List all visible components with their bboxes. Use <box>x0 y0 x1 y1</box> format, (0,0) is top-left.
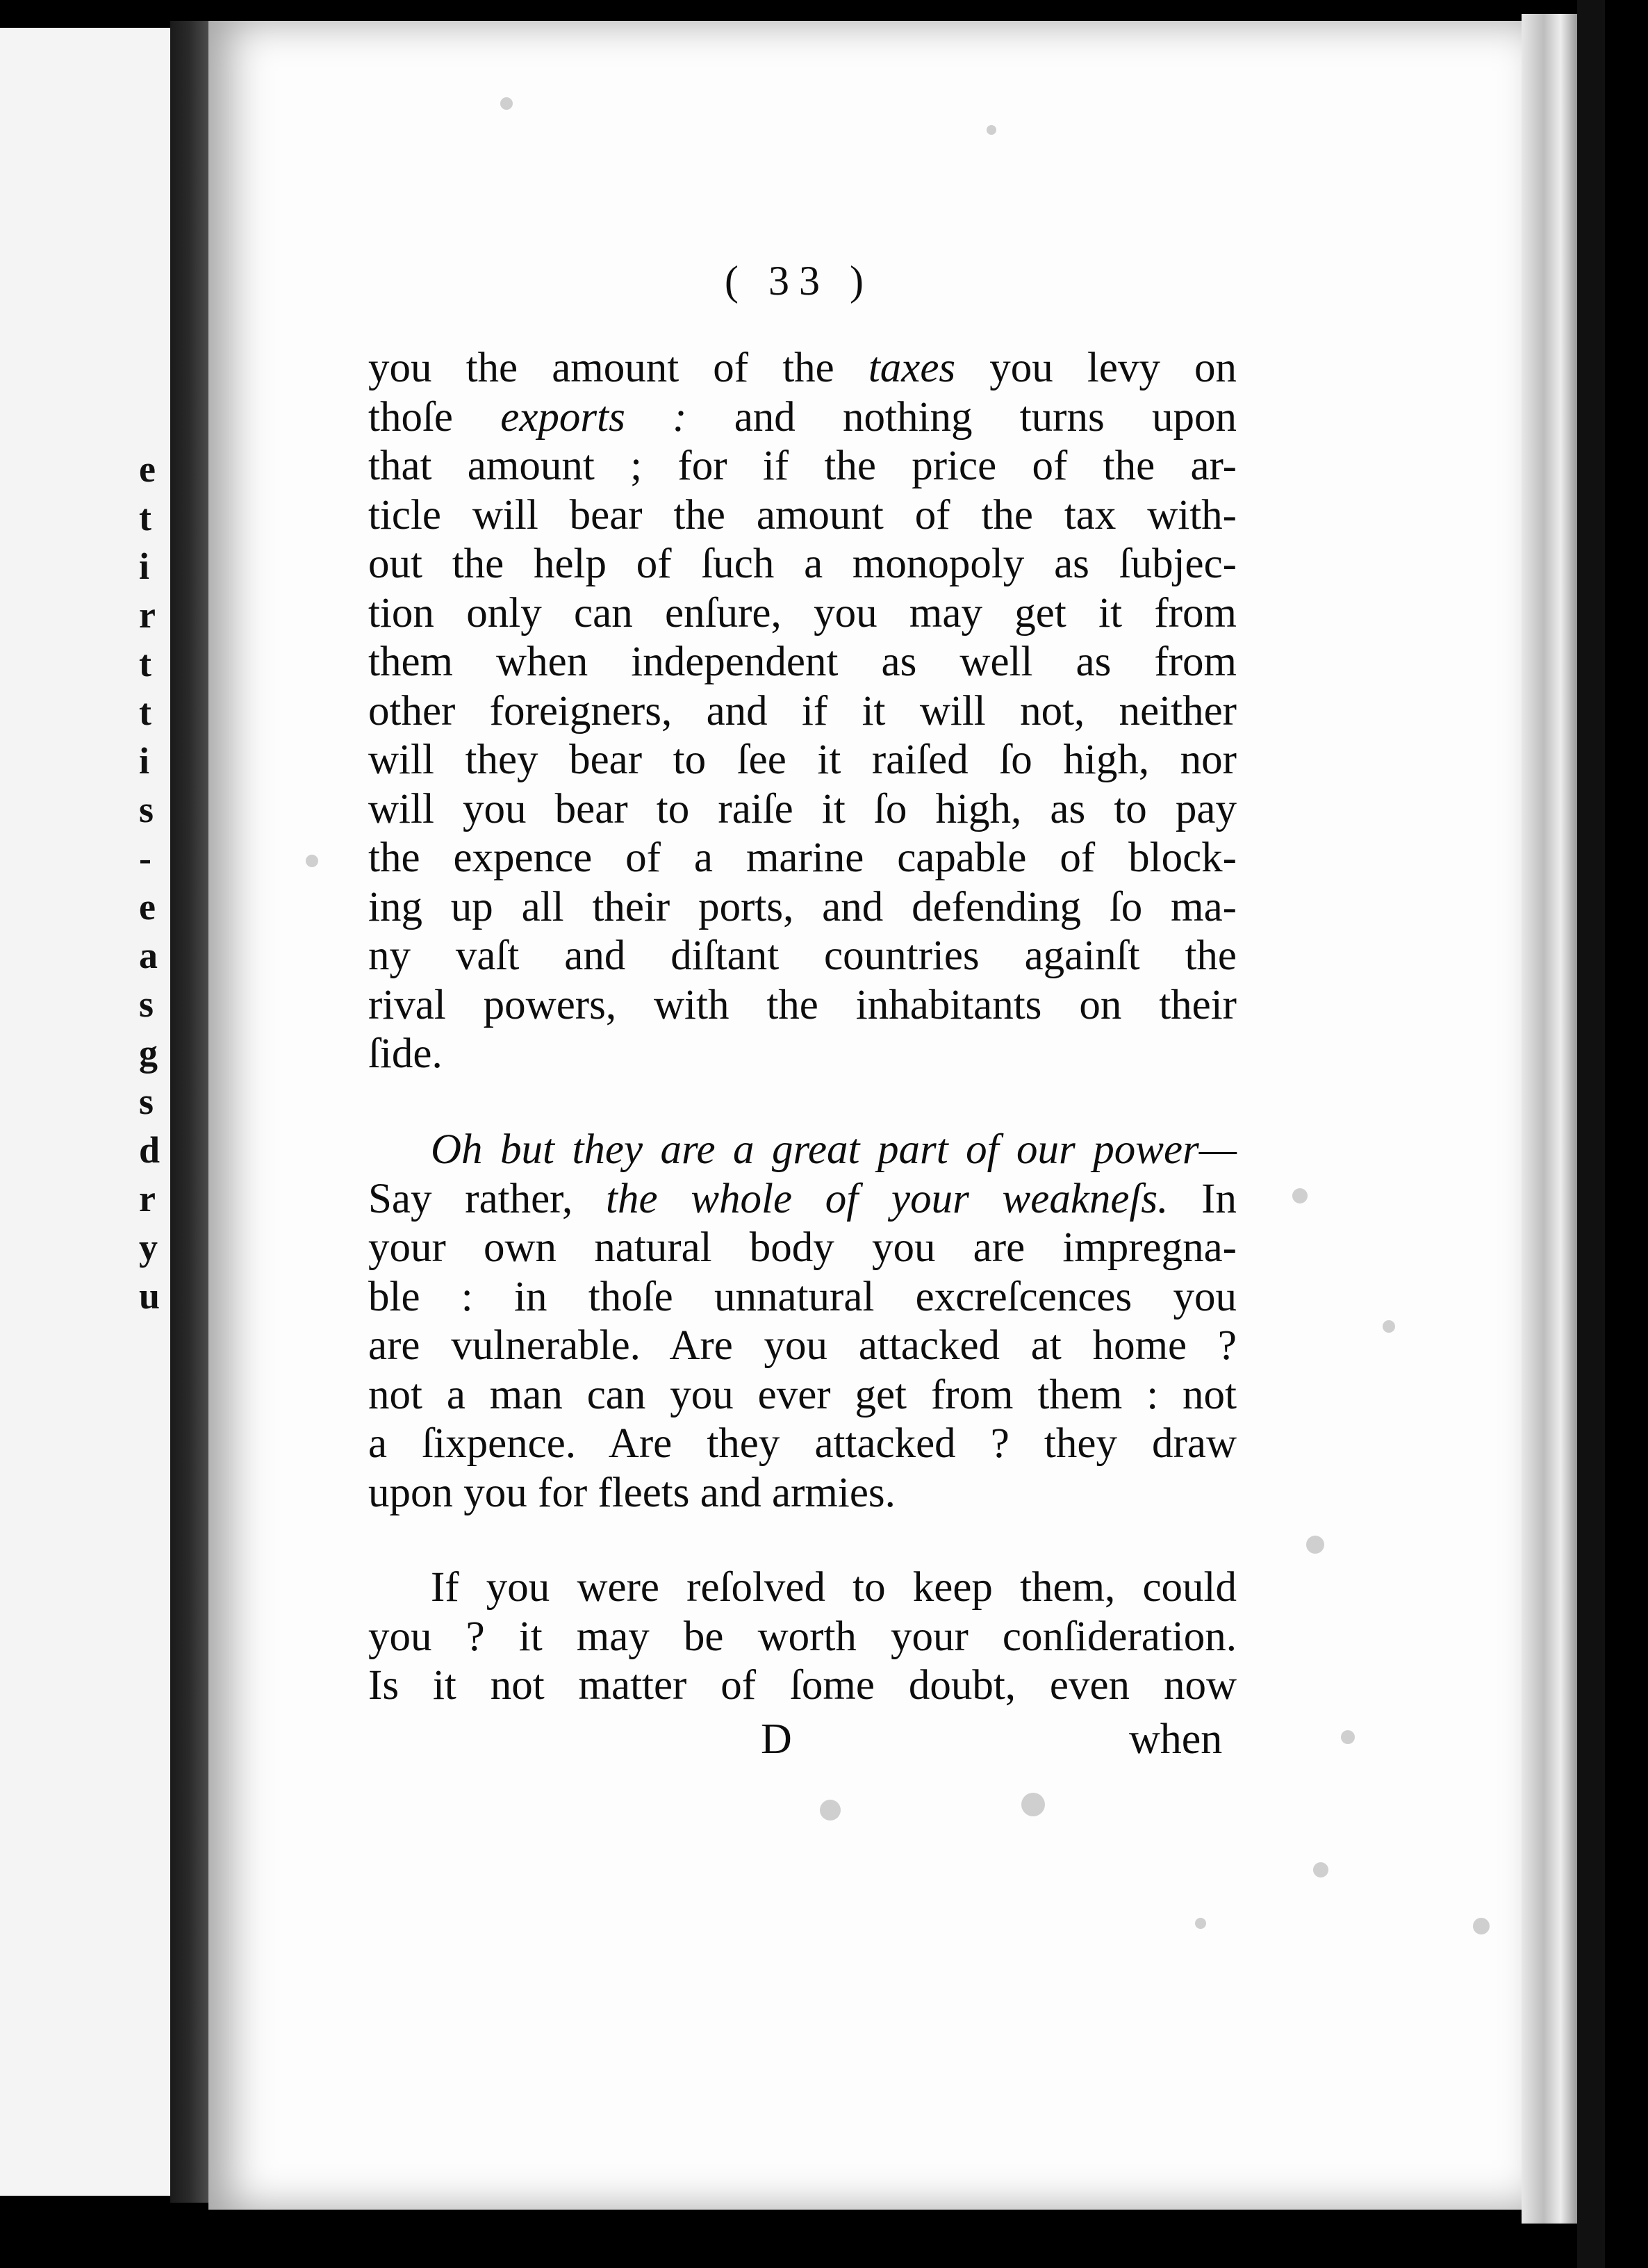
scan-border <box>1577 0 1605 2268</box>
text-line <box>368 932 1237 981</box>
italic-text: exports : <box>500 393 687 441</box>
text-line <box>368 442 1237 491</box>
text-run: and nothing turns upon <box>686 393 1237 441</box>
text-line <box>368 1273 1237 1322</box>
text-line <box>368 1030 1237 1079</box>
left-fragment-char: i <box>139 740 150 782</box>
left-fragment-char: g <box>139 1032 158 1074</box>
left-fragment-char: - <box>139 837 151 879</box>
text-line <box>368 393 1237 443</box>
text-run: In <box>1168 1175 1237 1222</box>
text-run: are vulnerable. Are you attacked at home ? <box>368 1322 1237 1369</box>
italic-text: taxes <box>868 345 956 391</box>
paper-speck <box>1313 1862 1328 1877</box>
text-line <box>368 1322 1237 1371</box>
text-line <box>368 1175 1237 1224</box>
italic-text: Oh but they are a great part of our power— <box>431 1126 1237 1173</box>
left-fragment-char: d <box>139 1129 160 1171</box>
italic-text: the whole of your weakneſs. <box>606 1175 1169 1222</box>
text-run: upon you for fleets and armies. <box>368 1469 896 1516</box>
paper-speck <box>500 97 513 110</box>
left-fragment-char: i <box>139 545 150 587</box>
left-fragment-char: s <box>139 789 154 830</box>
text-line <box>368 1563 1237 1613</box>
left-facing-page <box>0 28 170 2196</box>
paper-speck <box>1021 1793 1045 1816</box>
text-run: your own natural body you are impregna- <box>368 1224 1237 1271</box>
left-fragment-char: t <box>139 691 151 733</box>
text-run: ble : in thoſe unnatural excreſcences you <box>368 1273 1237 1320</box>
text-run: a ſixpence. Are they attacked ? they draw <box>368 1420 1237 1467</box>
text-run: out the help of ſuch a monopoly as ſubjec- <box>368 541 1237 587</box>
text-line <box>368 638 1237 687</box>
text-line <box>368 1469 1237 1518</box>
paper-speck <box>1195 1918 1206 1929</box>
text-line <box>368 1613 1237 1662</box>
left-fragment-char: u <box>139 1275 160 1317</box>
text-run: ing up all their ports, and defending ſo ma- <box>368 883 1237 930</box>
text-line <box>368 1126 1237 1175</box>
paragraph-1 <box>368 344 1237 1079</box>
text-run: you ? it may be worth your conſideration. <box>368 1613 1237 1660</box>
text-run: ticle will bear the amount of the tax with- <box>368 491 1237 539</box>
text-run: tion only can enſure, you may get it from <box>368 589 1237 636</box>
text-line <box>368 883 1237 932</box>
left-fragment-char: s <box>139 983 154 1025</box>
left-fragment-char: e <box>139 448 156 490</box>
text-line <box>368 344 1237 393</box>
text-line <box>368 540 1237 589</box>
left-fragment-char: r <box>139 1178 156 1219</box>
page-number: ( 33 ) <box>725 258 873 304</box>
paper-speck <box>1306 1536 1324 1554</box>
paper-speck <box>1341 1730 1355 1744</box>
paper-speck <box>1292 1188 1308 1203</box>
text-run: the expence of a marine capable of block- <box>368 835 1237 881</box>
text-line <box>368 1661 1237 1711</box>
text-line <box>368 834 1237 883</box>
text-line <box>368 1420 1237 1469</box>
left-fragment-char: e <box>139 886 156 928</box>
text-line <box>368 589 1237 639</box>
paragraph-3 <box>368 1563 1237 1711</box>
text-run: thoſe <box>368 393 501 441</box>
text-run: that amount ; for if the price of the ar- <box>368 443 1237 489</box>
text-run: other foreigners, and if it will not, neither <box>368 687 1237 734</box>
text-line <box>368 1371 1237 1420</box>
left-fragment-char: r <box>139 594 156 636</box>
paper-speck <box>306 855 318 867</box>
left-fragment-char: a <box>139 935 158 976</box>
text-run: ſide. <box>368 1030 443 1077</box>
left-fragment-char: s <box>139 1080 154 1122</box>
paper-speck <box>1473 1918 1490 1934</box>
left-fragment-char: t <box>139 643 151 684</box>
paper-speck <box>987 125 996 135</box>
text-line <box>368 491 1237 541</box>
text-run: Is it not matter of ſome doubt, even now <box>368 1662 1237 1709</box>
text-run: them when independent as well as from <box>368 639 1237 685</box>
left-fragment-char: y <box>139 1226 158 1268</box>
left-page-text-fragments <box>139 445 167 1320</box>
paragraph-2 <box>368 1126 1237 1518</box>
catchword: when <box>1129 1716 1223 1763</box>
page-edge-stack <box>1522 14 1577 2224</box>
text-run: rival powers, with the inhabitants on their <box>368 981 1237 1028</box>
text-line <box>368 687 1237 737</box>
text-run: will you bear to raiſe it ſo high, as to pay <box>368 785 1237 832</box>
paper-speck <box>820 1800 841 1821</box>
text-line <box>368 736 1237 785</box>
text-run: you the amount of the <box>368 345 868 391</box>
text-run: If you were reſolved to keep them, could <box>431 1564 1237 1611</box>
text-run: ny vaſt and diſtant countries againſt the <box>368 932 1237 979</box>
text-line <box>368 785 1237 835</box>
text-run: Say rather, <box>368 1175 607 1222</box>
text-run: not a man can you ever get from them : not <box>368 1371 1237 1418</box>
text-line <box>368 1224 1237 1273</box>
paper-speck <box>1383 1320 1395 1333</box>
text-line <box>368 981 1237 1030</box>
left-fragment-char: t <box>139 497 151 539</box>
signature-mark: D <box>761 1716 792 1763</box>
text-run: will they bear to ſee it raiſed ſo high, nor <box>368 737 1237 783</box>
text-run: you levy on <box>955 345 1237 391</box>
